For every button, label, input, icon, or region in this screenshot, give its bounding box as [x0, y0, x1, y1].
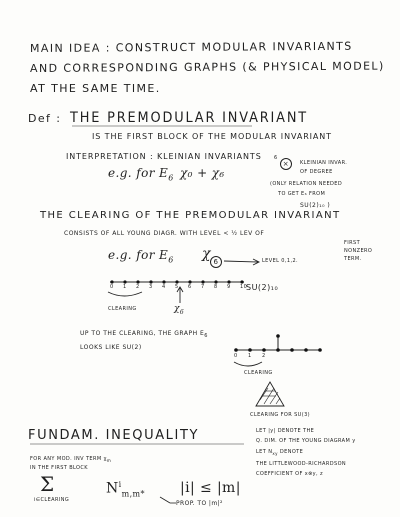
sum-under: i∈CLEARING — [34, 497, 70, 503]
graph-node — [290, 348, 294, 352]
prop-note: PROP. TO |m|² — [176, 500, 223, 507]
definition-line-2: IS THE FIRST BLOCK OF THE MODULAR INVARIANT — [92, 132, 332, 141]
axis-dot — [123, 280, 126, 283]
circled-x-icon: × — [280, 158, 292, 170]
axis-dot — [136, 280, 139, 283]
axis-dot — [214, 280, 217, 283]
graph-node — [262, 348, 266, 352]
side-degree-number: 6 — [274, 155, 278, 161]
level-arrow — [224, 261, 258, 262]
main-idea-line-3: AT THE SAME TIME. — [30, 82, 161, 95]
fundam-note-5: COEFFICIENT OF x⊗y, z — [256, 471, 324, 477]
axis-tick-label: 3 — [149, 284, 153, 290]
fundam-note-3-b: xy — [272, 451, 278, 456]
graph-node — [234, 348, 238, 352]
axis-tick-label: 9 — [227, 284, 231, 290]
axis-tick-label: 10 — [240, 284, 248, 290]
definition-prefix: Def : — [28, 112, 62, 125]
side-note-2: OF DEGREE — [300, 169, 333, 175]
axis-dot — [149, 280, 152, 283]
graph-node — [318, 348, 322, 352]
axis-tick-label: 1 — [123, 284, 127, 290]
su3-clearing-label: CLEARING FOR SU(3) — [250, 412, 311, 418]
arrow-note: LEVEL 0,1,2. — [262, 258, 299, 264]
axis-tick-label: 8 — [214, 284, 218, 290]
fundam-note-3-c: DENOTE — [279, 449, 304, 455]
axis-tick-label: 0 — [110, 284, 114, 290]
side-note-3: (ONLY RELATION NEEDED — [270, 181, 343, 187]
axis-dot — [227, 280, 230, 283]
clearing-brace — [108, 292, 142, 296]
axis-tick-label: 7 — [201, 284, 205, 290]
n-letter: N — [106, 480, 119, 497]
fundam-note-2: Q. DIM. OF THE YOUNG DIAGRAM y — [256, 438, 356, 444]
clearing-side-1: FIRST — [344, 240, 361, 246]
axis-tick-label: 4 — [162, 284, 166, 290]
n-sup: i — [118, 480, 122, 489]
n-sub: m,m* — [121, 489, 145, 499]
graph-node — [276, 334, 280, 338]
clearing-example-sub: 6 — [168, 255, 174, 265]
axis-dot — [201, 280, 204, 283]
axis-chi-below-text: χ — [174, 304, 180, 314]
graph-node — [276, 348, 280, 352]
side-note-5: SU(2)₁₀ ) — [300, 202, 331, 209]
graph-line-1-sub: 6 — [204, 333, 208, 340]
main-idea-line-1: MAIN IDEA : CONSTRUCT MODULAR INVARIANTS — [29, 39, 353, 55]
for-any-sub: m — [106, 458, 112, 463]
for-any-text: FOR ANY MOD. INV TERM χ — [30, 456, 107, 462]
for-any-line-2: IN THE FIRST BLOCK — [30, 465, 88, 471]
axis-tick-label: 5 — [175, 284, 179, 290]
axis-dot — [110, 280, 113, 283]
su3-triangle — [256, 382, 284, 406]
axis-tick-label: 2 — [136, 284, 140, 290]
clearing-side-3: TERM. — [344, 256, 362, 262]
interpretation-label: INTERPRETATION : KLEINIAN INVARIANTS — [66, 152, 262, 161]
axis-tick-label: 6 — [188, 284, 192, 290]
axis-chi-below-sub: 6 — [179, 308, 185, 316]
clearing-line-1: THE CLEARING OF THE PREMODULAR INVARIANT — [40, 210, 341, 221]
clearing-chi: χ — [202, 246, 211, 262]
axis-dot — [162, 280, 165, 283]
graph-clearing-brace — [234, 362, 262, 366]
sum-symbol: Σ — [40, 472, 55, 496]
side-note-4: TO GET E₆ FROM — [278, 191, 326, 197]
clearing-line-2: CONSISTS OF ALL YOUNG DIAGR. WITH LEVEL < ½ LEV OF — [64, 230, 265, 237]
graph-node-label: 2 — [262, 353, 266, 359]
main-idea-line-2: AND CORRESPONDING GRAPHS (& PHYSICAL MODEL) — [29, 59, 385, 75]
example-text: e.g. for E — [108, 166, 169, 180]
graph-node-label: 0 — [234, 353, 238, 359]
fundam-note-4: THE LITTLEWOOD-RICHARDSON — [256, 461, 347, 467]
graph-node — [248, 348, 252, 352]
axis-dot — [188, 280, 191, 283]
graph-line-2: LOOKS LIKE SU(2) — [80, 344, 142, 351]
example-sub: 6 — [168, 173, 174, 183]
clearing-side-2: NONZERO — [344, 248, 373, 254]
graph-node-label: 1 — [248, 353, 252, 359]
axis-clearing-label: CLEARING — [108, 306, 137, 312]
graph-line-1-text: UP TO THE CLEARING, THE GRAPH E — [80, 330, 205, 337]
axis-dot — [240, 280, 243, 283]
graph-clearing-label: CLEARING — [244, 370, 273, 376]
side-note-1: KLEINIAN INVAR. — [300, 160, 348, 166]
clearing-chi-circled: 6 — [210, 256, 222, 268]
definition-title: THE PREMODULAR INVARIANT — [70, 110, 309, 126]
fundam-note-3-a: LET N — [256, 449, 273, 455]
fundam-title: FUNDAM. INEQUALITY — [28, 428, 200, 443]
interpretation-chi-expr: χ₀ + χ₆ — [180, 166, 225, 180]
clearing-example-text: e.g. for E — [108, 248, 169, 262]
axis-dot — [175, 280, 178, 283]
fundam-note-1: LET |y| DENOTE THE — [256, 428, 315, 434]
axis-group-label: SU(2)₁₀ — [246, 283, 279, 292]
graph-node — [304, 348, 308, 352]
inequality: |i| ≤ |m| — [180, 480, 241, 496]
